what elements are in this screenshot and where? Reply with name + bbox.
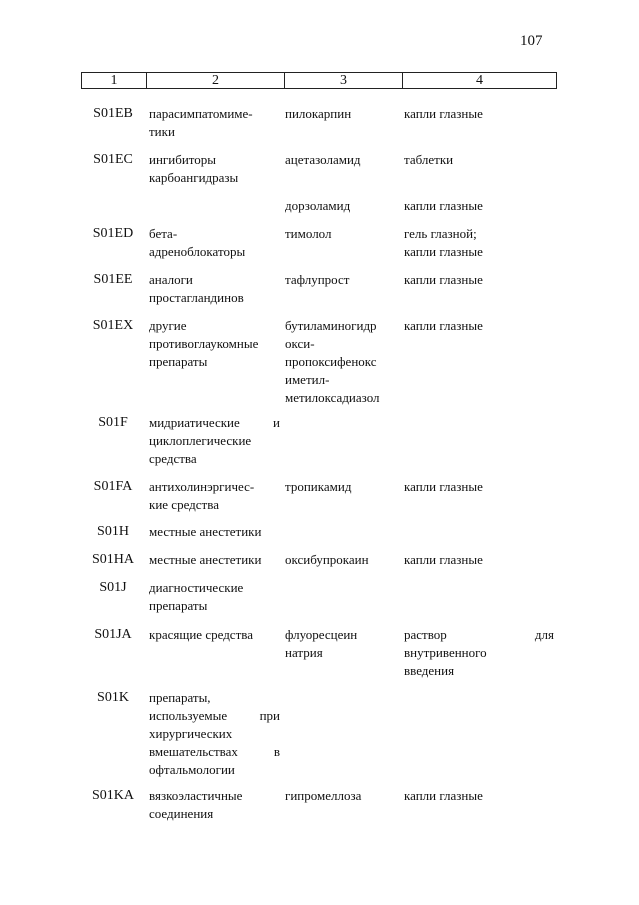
atc-code: S01J bbox=[99, 580, 127, 595]
group-name: местные анестетики bbox=[149, 524, 262, 539]
header-col-4: 4 bbox=[403, 73, 557, 89]
header-col-2: 2 bbox=[147, 73, 285, 89]
atc-code: S01EE bbox=[93, 272, 133, 287]
group-name: ингибиторы карбоангидразы bbox=[149, 152, 239, 185]
drug-name: пилокарпин bbox=[285, 106, 352, 121]
group-name: диагностические препараты bbox=[149, 580, 244, 613]
table-header bbox=[81, 72, 557, 89]
group-name: красящие средства bbox=[149, 627, 253, 642]
drug-name: оксибупрокаин bbox=[285, 552, 369, 567]
dosage-form: капли глазные bbox=[404, 479, 483, 494]
drug-name: ацетазоламид bbox=[285, 152, 361, 167]
group-name: антихолинэргичес- кие средства bbox=[149, 479, 255, 512]
drug-name: тимолол bbox=[285, 226, 332, 241]
dosage-form: капли глазные bbox=[404, 198, 483, 213]
atc-code: S01KA bbox=[91, 788, 134, 803]
dosage-form: раствор для внутривенного введения bbox=[404, 627, 554, 678]
dosage-form: капли глазные bbox=[404, 272, 483, 287]
drug-name: тропикамид bbox=[285, 479, 352, 494]
group-name: бета- адреноблокаторы bbox=[149, 226, 246, 259]
header-col-1: 1 bbox=[82, 73, 147, 89]
atc-code: S01HA bbox=[91, 552, 134, 567]
atc-code: S01K bbox=[97, 690, 129, 705]
drug-name: дорзоламид bbox=[285, 198, 351, 213]
header-col-3: 3 bbox=[285, 73, 403, 89]
group-name: препараты, используемые при хирургических вмешательствах в офтальмологии bbox=[149, 690, 280, 777]
group-name: местные анестетики bbox=[149, 552, 262, 567]
group-name: другие противоглаукомные препараты bbox=[149, 318, 259, 369]
atc-code: S01FA bbox=[93, 479, 133, 494]
drug-name: бутиламиногидр окси- пропоксифенокс иметил- метилоксадиазол bbox=[285, 318, 380, 405]
dosage-form: капли глазные bbox=[404, 552, 483, 567]
dosage-form: капли глазные bbox=[404, 318, 483, 333]
drug-name: флуоресцеин натрия bbox=[285, 627, 358, 660]
atc-code: S01EX bbox=[92, 318, 134, 333]
drug-name: тафлупрост bbox=[285, 272, 350, 287]
atc-code: S01EB bbox=[93, 106, 133, 121]
dosage-form: таблетки bbox=[404, 152, 454, 167]
drug-name: гипромеллоза bbox=[285, 788, 362, 803]
atc-code: S01JA bbox=[94, 627, 132, 642]
group-name: парасимпатомиме- тики bbox=[149, 106, 253, 139]
atc-code: S01H bbox=[97, 524, 129, 539]
page-number: 107 bbox=[520, 33, 543, 49]
atc-code: S01EC bbox=[93, 152, 133, 167]
group-name: мидриатические и циклоплегические средства bbox=[149, 415, 280, 466]
dosage-form: гель глазной; капли глазные bbox=[404, 226, 483, 259]
dosage-form: капли глазные bbox=[404, 106, 483, 121]
group-name: вязкоэластичные соединения bbox=[149, 788, 243, 821]
dosage-form: капли глазные bbox=[404, 788, 483, 803]
group-name: аналоги простагландинов bbox=[149, 272, 244, 305]
atc-code: S01ED bbox=[92, 226, 134, 241]
atc-code: S01F bbox=[98, 415, 128, 430]
